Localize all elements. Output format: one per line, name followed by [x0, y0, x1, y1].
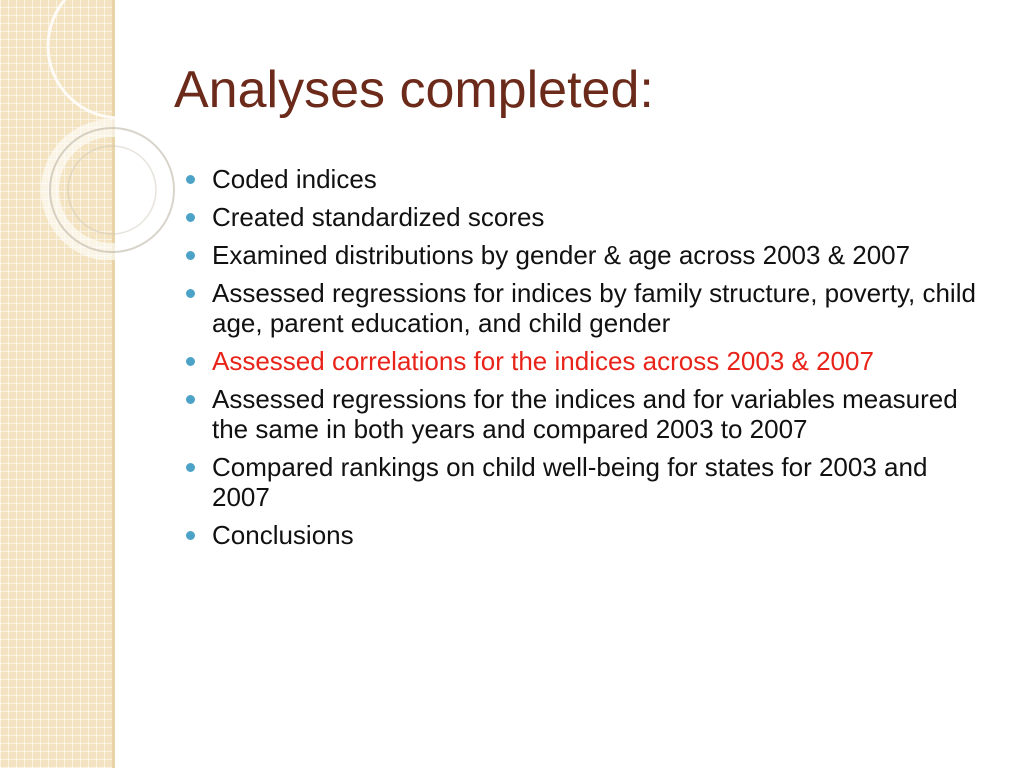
bullet-dot-icon [186, 251, 195, 260]
bullet-dot-icon [186, 289, 195, 298]
bullet-item [186, 278, 986, 338]
bullet-item [186, 164, 986, 194]
bullet-item [186, 202, 986, 232]
bullet-list [186, 164, 986, 558]
bullet-dot-icon [186, 463, 195, 472]
bullet-text: Created standardized scores [212, 202, 545, 232]
slide-title: Analyses completed: [174, 61, 654, 119]
bullet-item [186, 384, 986, 444]
bullet-text: Assessed regressions for indices by family structure, poverty, child age, parent education, and child gender [212, 278, 976, 338]
bullet-text: Examined distributions by gender & age across 2003 & 2007 [212, 240, 911, 270]
bullet-item [186, 240, 986, 270]
bullet-text: Assessed regressions for the indices and for variables measured the same in both years and compared 2003 to 2007 [212, 384, 958, 444]
bullet-dot-icon [186, 531, 195, 540]
bullet-dot-icon [186, 175, 195, 184]
bullet-text: Assessed correlations for the indices across 2003 & 2007 [212, 346, 874, 376]
bullet-text: Compared rankings on child well-being for states for 2003 and 2007 [212, 452, 928, 512]
bullet-dot-icon [186, 213, 195, 222]
bullet-dot-icon [186, 395, 195, 404]
decorative-circles-icon [0, 0, 200, 260]
bullet-dot-icon [186, 357, 195, 366]
bullet-text: Conclusions [212, 520, 354, 550]
bullet-item [186, 452, 986, 512]
bullet-text: Coded indices [212, 164, 377, 194]
bullet-item [186, 520, 986, 550]
bullet-item-highlighted [186, 346, 986, 376]
